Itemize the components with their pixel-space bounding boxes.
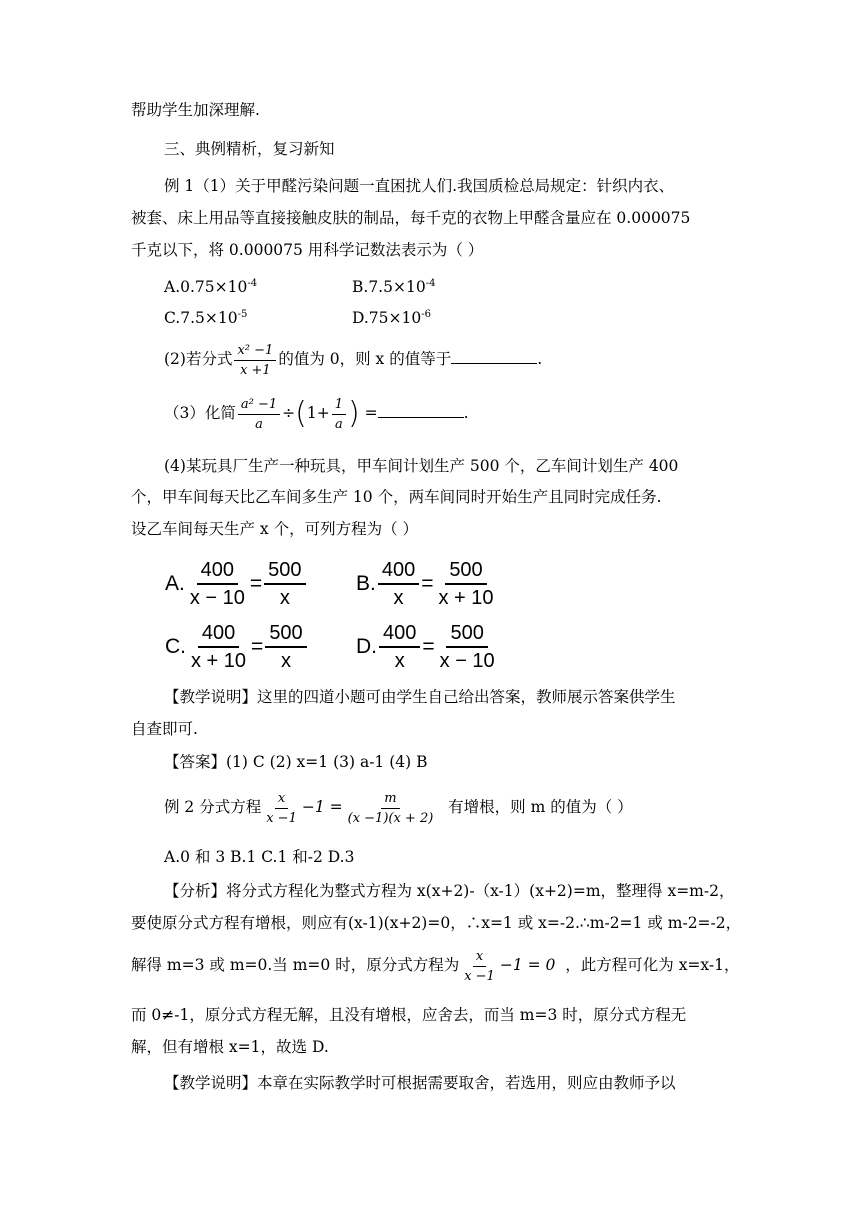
- teaching-note-1-line1: 【教学说明】这里的四道小题可由学生自己给出答案，教师展示答案供学生: [164, 688, 676, 706]
- example-2: 例 2 分式方程 $\frac{x}{x -1}$ −1 = $\frac{m}{(x -1)(x + 2)}$ 有增根，则 m 的值为（ ）: [164, 790, 633, 826]
- equation-option-a: A. $\frac{400}{x - 10}$ = $\frac{500}{x}$: [165, 558, 308, 610]
- fraction: $\frac{\text{x² −1}}{x +1}$: [234, 343, 276, 378]
- equation-option-d: D. $\frac{400}{x}$ = $\frac{500}{x - 10}$: [356, 621, 495, 672]
- question-4-line2: 个，甲车间每天比乙车间多生产 10 个，两车间同时开始生产且同时完成任务.: [131, 488, 662, 506]
- answer-blank: [451, 347, 537, 364]
- fraction: $\frac{x}{x -1}$: [266, 790, 297, 826]
- equation-option-c: C. $\frac{400}{x + 10}$ = $\frac{500}{x}$: [165, 621, 309, 673]
- teaching-note-1-line2: 自查即可.: [131, 720, 198, 738]
- text-line: 帮助学生加深理解.: [131, 101, 260, 119]
- option-c: $C.7.5\times 10^{-5}$: [164, 309, 248, 327]
- example1-line3: 千克以下，将 0.000075 用科学记数法表示为（ ）: [131, 241, 484, 259]
- fraction: $\frac{1}{a}$: [332, 397, 346, 432]
- analysis-line4: 而 0≠-1，原分式方程无解，且没有增根，应舍去，而当 m=3 时，原分式方程无: [131, 1006, 687, 1024]
- fraction: $\frac{\text{a² −1}}{a}$: [238, 397, 280, 432]
- analysis-line3: 解得 m=3 或 m=0.当 m=0 时，原分式方程为 $\frac{x}{x -1}$ −1 = 0 ，此方程可化为 x=x-1，: [131, 948, 740, 984]
- question-2: (2)若分式 $\frac{\text{x² −1}}{x +1}$ 的值为 0，则 x 的值等于 .: [164, 342, 543, 378]
- example-2-options: A.0 和 3 B.1 C.1 和-2 D.3: [164, 848, 355, 866]
- example1-line1: 例 1（1）关于甲醛污染问题一直困扰人们.我国质检总局规定：针织内衣、: [164, 177, 675, 195]
- question-4-line1: (4)某玩具厂生产一种玩具，甲车间计划生产 500 个，乙车间计划生产 400: [164, 457, 679, 475]
- fraction: $\frac{m}{(x -1)(x + 2)}$: [347, 790, 434, 826]
- answer-line: 【答案】(1) C (2) x=1 (3) a-1 (4) B: [164, 753, 428, 771]
- option-d: $D.75\times 10^{-6}$: [352, 309, 431, 327]
- example1-line2: 被套、床上用品等直接接触皮肤的制品，每千克的衣物上甲醛含量应在 0.000075: [131, 209, 691, 227]
- section-heading: 三、典例精析，复习新知: [164, 140, 335, 158]
- fraction: $\frac{x}{x -1}$: [464, 948, 495, 984]
- question-4-line3: 设乙车间每天生产 x 个，可列方程为（ ）: [131, 520, 419, 538]
- analysis-line1: 【分析】将分式方程化为整式方程为 x(x+2)-（x-1）(x+2)=m，整理得 x=m-2，: [164, 882, 735, 900]
- option-a: $A.0.75\times 10^{-4}$: [164, 278, 258, 296]
- equation-option-b: B. $\frac{400}{x}$ = $\frac{500}{x + 10}$: [356, 558, 494, 609]
- option-b: $B.7.5\times 10^{-4}$: [352, 278, 436, 296]
- analysis-line2: 要使原分式方程有增根，则应有(x-1)(x+2)=0，∴x=1 或 x=-2.∴m-2=1 或 m-2=-2，: [131, 914, 742, 932]
- analysis-line5: 解，但有增根 x=1，故选 D.: [131, 1038, 329, 1056]
- answer-blank: [378, 401, 464, 418]
- question-3: （3）化简 $\frac{\text{a² −1}}{a}$ ÷(1+ $\frac{1}{a}$ ) = .: [164, 396, 469, 432]
- teaching-note-2-line1: 【教学说明】本章在实际教学时可根据需要取舍，若选用，则应由教师予以: [164, 1074, 676, 1092]
